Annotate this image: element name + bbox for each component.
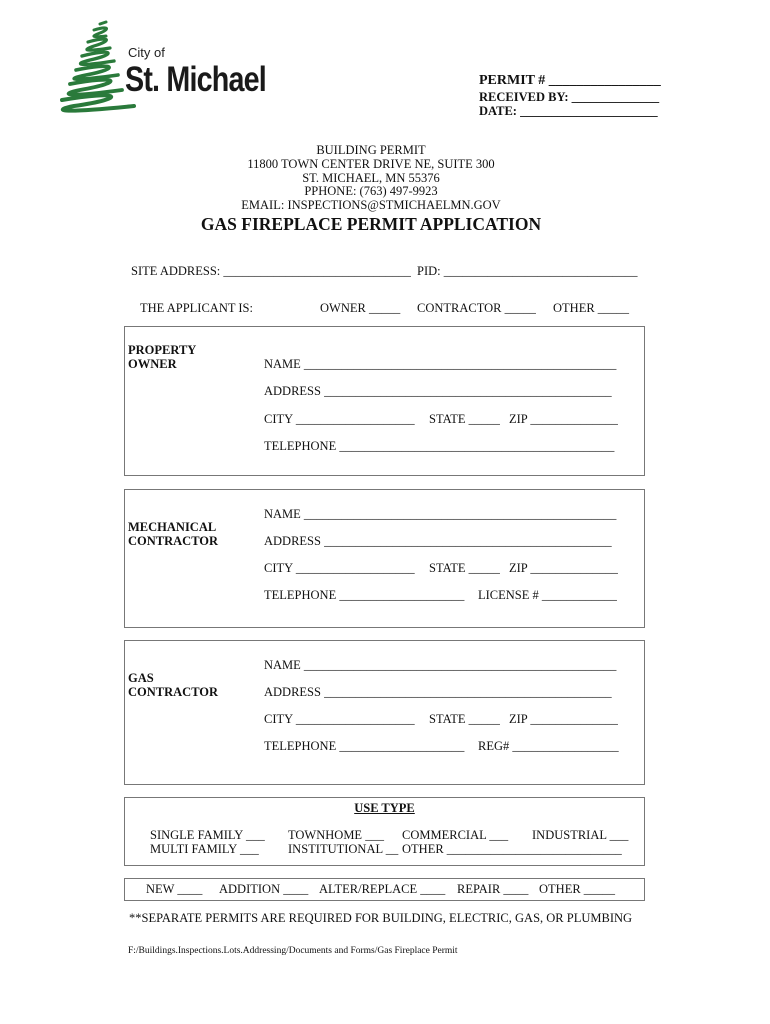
applicant-owner-option[interactable]: OWNER _____	[320, 301, 401, 315]
office-email: EMAIL: INSPECTIONS@STMICHAELMN.GOV	[241, 198, 501, 212]
use-other-field[interactable]: OTHER ____________________________	[402, 842, 622, 856]
mechanical-license-field[interactable]: LICENSE # ____________	[478, 588, 617, 602]
mechanical-telephone-field[interactable]: TELEPHONE ____________________	[264, 588, 465, 602]
work-new-option[interactable]: NEW ____	[146, 882, 203, 896]
office-line-4: PPHONE: (763) 497-9923	[304, 184, 438, 198]
separate-permits-notice: **SEPARATE PERMITS ARE REQUIRED FOR BUILDING, ELECTRIC, GAS, OR PLUMBING	[129, 911, 633, 925]
use-multi-family-option[interactable]: MULTI FAMILY ___	[150, 842, 259, 856]
office-line-1: BUILDING PERMIT	[316, 143, 426, 157]
work-other-option[interactable]: OTHER _____	[539, 882, 616, 896]
use-single-family-option[interactable]: SINGLE FAMILY ___	[150, 828, 265, 842]
gas-address-field[interactable]: ADDRESS ______________________________________________	[264, 685, 612, 699]
work-alter-replace-option[interactable]: ALTER/REPLACE ____	[319, 882, 446, 896]
owner-telephone-field[interactable]: TELEPHONE ____________________________________________	[264, 439, 615, 453]
gas-heading-2: CONTRACTOR	[128, 685, 219, 699]
work-addition-option[interactable]: ADDITION ____	[219, 882, 309, 896]
gas-telephone-field[interactable]: TELEPHONE ____________________	[264, 739, 465, 753]
form-title: GAS FIREPLACE PERMIT APPLICATION	[200, 214, 542, 234]
gas-state-field[interactable]: STATE _____	[429, 712, 500, 726]
pid-field[interactable]: PID: _______________________________	[417, 264, 638, 278]
gas-heading-1: GAS	[128, 671, 154, 685]
date-field[interactable]: DATE: ______________________	[479, 104, 658, 118]
use-townhome-option[interactable]: TOWNHOME ___	[288, 828, 384, 842]
mechanical-city-field[interactable]: CITY ___________________	[264, 561, 415, 575]
logo-city-of: City of	[128, 45, 165, 60]
owner-state-field[interactable]: STATE _____	[429, 412, 500, 426]
use-type-heading: USE TYPE	[354, 801, 415, 815]
applicant-contractor-option[interactable]: CONTRACTOR _____	[417, 301, 536, 315]
owner-zip-field[interactable]: ZIP ______________	[509, 412, 618, 426]
received-by-field[interactable]: RECEIVED BY: ______________	[479, 90, 660, 104]
gas-city-field[interactable]: CITY ___________________	[264, 712, 415, 726]
site-address-field[interactable]: SITE ADDRESS: ______________________________	[131, 264, 411, 278]
owner-name-field[interactable]: NAME __________________________________________________	[264, 357, 617, 371]
mechanical-state-field[interactable]: STATE _____	[429, 561, 500, 575]
mechanical-heading-2: CONTRACTOR	[128, 534, 219, 548]
mechanical-address-field[interactable]: ADDRESS ______________________________________________	[264, 534, 612, 548]
gas-zip-field[interactable]: ZIP ______________	[509, 712, 618, 726]
office-line-2: 11800 TOWN CENTER DRIVE NE, SUITE 300	[247, 157, 495, 171]
permit-number-field[interactable]: PERMIT # ________________	[479, 73, 661, 88]
applicant-other-option[interactable]: OTHER _____	[553, 301, 630, 315]
logo-name: St. Michael	[125, 60, 266, 99]
footer-file-path: F:/Buildings.Inspections.Lots.Addressing/Documents and Forms/Gas Fireplace Permit	[128, 946, 458, 956]
property-owner-heading-2: OWNER	[128, 357, 177, 371]
office-line-3: ST. MICHAEL, MN 55376	[302, 171, 440, 185]
use-industrial-option[interactable]: INDUSTRIAL ___	[532, 828, 629, 842]
applicant-label: THE APPLICANT IS:	[140, 301, 253, 315]
mechanical-name-field[interactable]: NAME __________________________________________________	[264, 507, 617, 521]
owner-city-field[interactable]: CITY ___________________	[264, 412, 415, 426]
mechanical-zip-field[interactable]: ZIP ______________	[509, 561, 618, 575]
use-commercial-option[interactable]: COMMERCIAL ___	[402, 828, 509, 842]
owner-address-field[interactable]: ADDRESS ______________________________________________	[264, 384, 612, 398]
mechanical-heading-1: MECHANICAL	[128, 520, 217, 534]
use-institutional-option[interactable]: INSTITUTIONAL __	[288, 842, 399, 856]
work-repair-option[interactable]: REPAIR ____	[457, 882, 529, 896]
property-owner-heading-1: PROPERTY	[128, 343, 197, 357]
gas-reg-field[interactable]: REG# _________________	[478, 739, 619, 753]
gas-name-field[interactable]: NAME __________________________________________________	[264, 658, 617, 672]
